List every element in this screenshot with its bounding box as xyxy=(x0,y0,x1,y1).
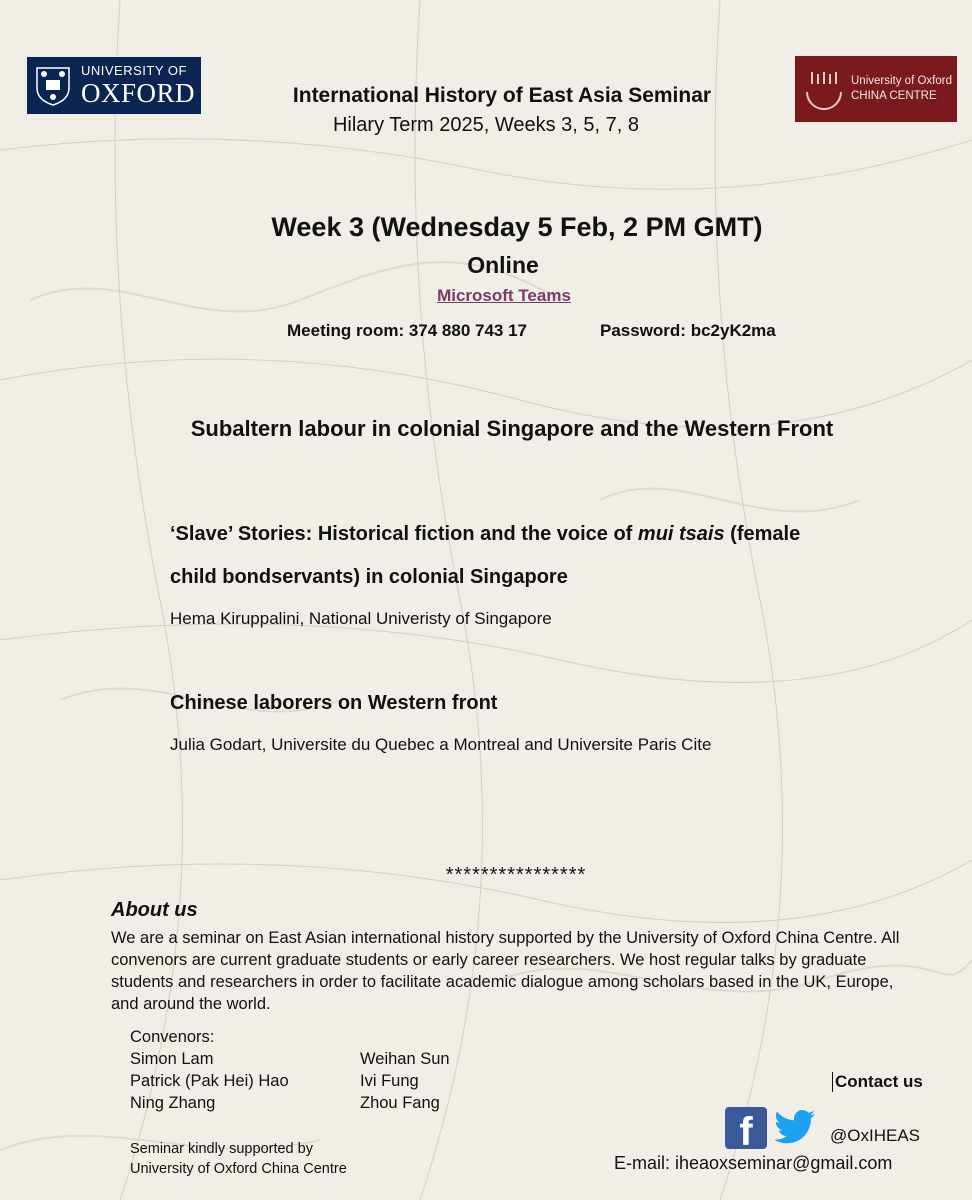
support-line1: Seminar kindly supported by xyxy=(130,1141,313,1157)
convenor-name: Ning Zhang xyxy=(130,1094,216,1112)
oxford-logo-line1: UNIVERSITY OF xyxy=(81,63,187,78)
session-mode: Online xyxy=(467,252,539,278)
china-centre-logo-line2: CHINA CENTRE xyxy=(851,90,937,102)
section-divider: **************** xyxy=(445,864,587,886)
talk-1-title-line2: child bondservants) in colonial Singapore xyxy=(170,566,568,588)
convenor-name: Zhou Fang xyxy=(360,1094,440,1112)
twitter-icon[interactable] xyxy=(773,1108,817,1146)
session-theme: Subaltern labour in colonial Singapore and the Western Front xyxy=(190,416,834,441)
seminar-title: International History of East Asia Seminar xyxy=(292,84,712,107)
contact-email[interactable]: E-mail: iheaoxseminar@gmail.com xyxy=(614,1153,893,1173)
talk-1-title-part2: (female xyxy=(724,523,801,545)
china-centre-logo-line1: University of Oxford xyxy=(851,75,952,87)
term-info: Hilary Term 2025, Weeks 3, 5, 7, 8 xyxy=(332,114,640,136)
convenor-name: Ivi Fung xyxy=(360,1072,419,1090)
convenor-name: Weihan Sun xyxy=(360,1050,450,1068)
teams-link[interactable]: Microsoft Teams xyxy=(437,286,571,305)
about-text: We are a seminar on East Asian international history supported by the University of Oxford China Centre. All convenors are current graduate students or early career researchers. We host regular talks by graduate students and researchers in order to facilitate academic dialogue among scholars based in the UK, Europe, and around the world. xyxy=(111,929,900,1013)
talk-1-title-italic: mui tsais xyxy=(637,523,725,545)
convenors-column-2 xyxy=(360,1048,450,1114)
session-date: Week 3 (Wednesday 5 Feb, 2 PM GMT) xyxy=(271,212,763,242)
convenor-name: Simon Lam xyxy=(130,1050,214,1068)
talk-1-title-line1 xyxy=(170,523,800,546)
support-line2: University of Oxford China Centre xyxy=(130,1161,347,1177)
talk-1-speaker: Hema Kiruppalini, National Univeristy of Singapore xyxy=(170,609,552,628)
facebook-icon[interactable]: f xyxy=(725,1107,767,1149)
about-heading: About us xyxy=(111,899,198,921)
social-handle[interactable]: @OxIHEAS xyxy=(830,1126,920,1145)
support-note xyxy=(130,1139,347,1179)
talk-2-speaker: Julia Godart, Universite du Quebec a Montreal and Universite Paris Cite xyxy=(170,735,712,754)
contact-heading: Contact us xyxy=(832,1072,923,1092)
talk-1-title-part1: ‘Slave’ Stories: Historical fiction and the voice of xyxy=(170,523,638,545)
talk-2-title: Chinese laborers on Western front xyxy=(170,692,498,714)
convenor-name: Patrick (Pak Hei) Hao xyxy=(130,1072,289,1090)
convenors-label: Convenors: xyxy=(130,1028,215,1046)
meeting-password: Password: bc2yK2ma xyxy=(600,321,776,340)
convenors-column-1 xyxy=(130,1026,289,1114)
meeting-room: Meeting room: 374 880 743 17 xyxy=(287,321,528,340)
oxford-logo-line2: OXFORD xyxy=(81,78,196,108)
